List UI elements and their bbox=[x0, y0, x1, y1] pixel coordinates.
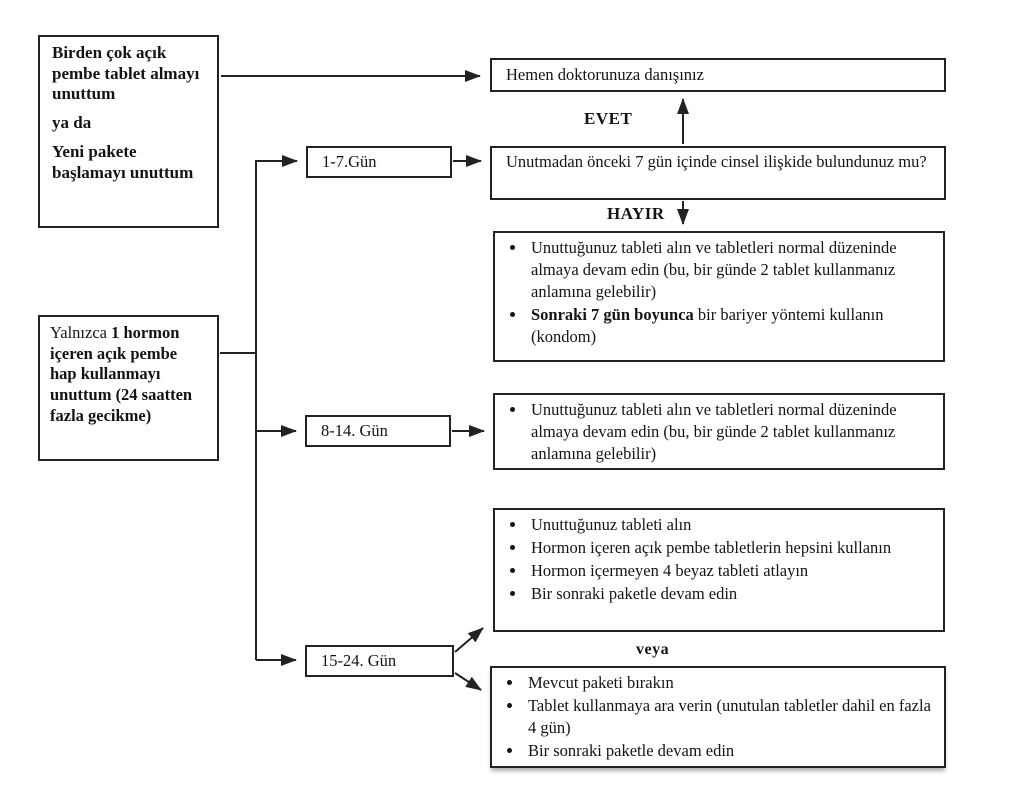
advice-bullet-list bbox=[492, 672, 944, 762]
day-range-label: 8-14. Gün bbox=[321, 421, 388, 440]
advice-bullet-list bbox=[495, 399, 943, 465]
bullet-item: • Bir sonraki paketle devam edin bbox=[527, 583, 935, 605]
node-text-line: ya da bbox=[52, 113, 92, 133]
node-single-missed-tablet bbox=[38, 315, 219, 461]
label-hayir: HAYIR bbox=[607, 204, 665, 223]
bullet-item: • Tablet kullanmaya ara verin (unutulan tabletler dahil en fazla 4 gün) bbox=[524, 695, 936, 739]
node-advice-15-24-option-b bbox=[490, 666, 946, 768]
label-evet: EVET bbox=[584, 109, 633, 128]
node-day-15-24 bbox=[305, 645, 454, 677]
advice-bullet-list bbox=[495, 237, 943, 348]
day-range-label: 1-7.Gün bbox=[322, 152, 377, 171]
arrow-day15-24-to-advice-b bbox=[455, 673, 481, 690]
node-consult-doctor bbox=[490, 58, 946, 92]
bullet-item: • Mevcut paketi bırakın bbox=[524, 672, 936, 694]
node-day-1-7 bbox=[306, 146, 452, 178]
node-text-bold: 1 hormon içeren açık pembe hap kullanmayı unuttum (24 saatten fazla gecikme) bbox=[50, 323, 193, 425]
node-text-line: Birden çok açık pembe tablet almayı unuttum bbox=[52, 43, 200, 104]
node-day-8-14 bbox=[305, 415, 451, 447]
bullet-item: • Bir sonraki paketle devam edin bbox=[524, 740, 936, 762]
node-multiple-missed-tablets bbox=[38, 35, 219, 228]
node-question-intercourse bbox=[490, 146, 946, 200]
bullet-item: • Sonraki 7 gün boyunca bir bariyer yöntemi kullanın (kondom) bbox=[527, 304, 935, 348]
day-range-label: 15-24. Gün bbox=[321, 651, 397, 670]
arrow-day15-24-to-advice-a bbox=[455, 628, 483, 652]
node-advice-15-24-option-a bbox=[493, 508, 945, 632]
node-text-line: Yeni pakete başlamayı unuttum bbox=[52, 141, 194, 182]
bullet-item: • Unuttuğunuz tableti alın bbox=[527, 514, 935, 536]
label-veya: veya bbox=[636, 641, 670, 658]
advice-bullet-list bbox=[495, 514, 943, 605]
node-text: Unutmadan önceki 7 gün içinde cinsel ilişkide bulundunuz mu? bbox=[506, 152, 927, 171]
bullet-item: • Hormon içeren açık pembe tabletlerin hepsini kullanın bbox=[527, 537, 935, 559]
bullet-item: • Unuttuğunuz tableti alın ve tabletleri normal düzeninde almaya devam edin (bu, bir günde 2 tablet kullanmanız anlamına gelebilir) bbox=[527, 237, 935, 303]
node-text: Hemen doktorunuza danışınız bbox=[506, 65, 704, 84]
node-text-prefix: Yalnızca bbox=[50, 323, 112, 342]
node-advice-8-14 bbox=[493, 393, 945, 470]
node-advice-1-7 bbox=[493, 231, 945, 362]
bullet-item: • Hormon içermeyen 4 beyaz tableti atlayın bbox=[527, 560, 935, 582]
bullet-item: • Unuttuğunuz tableti alın ve tabletleri normal düzeninde almaya devam edin (bu, bir günde 2 tablet kullanmanız anlamına gelebilir) bbox=[527, 399, 935, 465]
